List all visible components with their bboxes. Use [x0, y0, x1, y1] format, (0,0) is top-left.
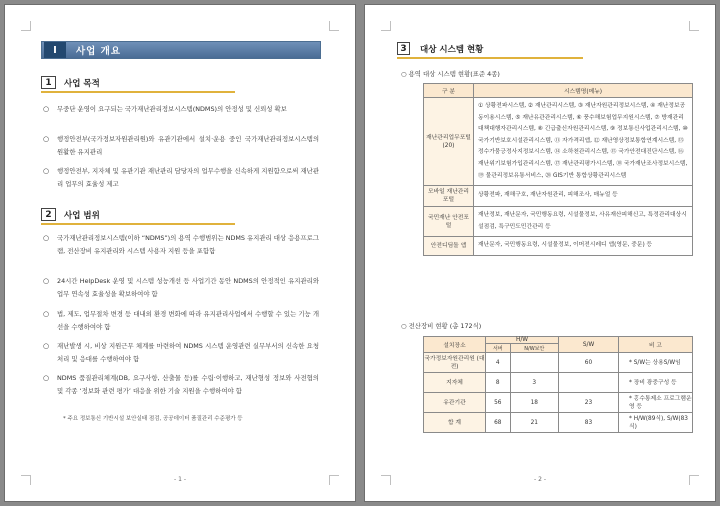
- subsection-label: ○ 전산장비 현황 (총 172식): [401, 322, 482, 330]
- table-row: [424, 353, 693, 373]
- document-page-1: [4, 4, 356, 502]
- cell-nw: [510, 353, 558, 373]
- bullet-marker-icon: ○: [43, 310, 50, 318]
- cell-sw: [559, 373, 619, 393]
- system-table: [423, 83, 693, 256]
- table-header-row: [424, 84, 693, 98]
- section-heading-systems: [397, 42, 483, 55]
- row-systems: ① 상황전파시스템, ② 재난관리시스템, ③ 재난자원관리정보시스템, ④ 재난정보공동이용시스템, ⑤ 재난유관관리시스템, ⑥ 풍수해보험업무지원시스템, ⑦ 방재관리대책대행자관리시스템, ⑧ 긴급출신자원관리시스템, ⑨ 정보통신사업관리시스템, ⑩ 국가기반보호시설관리시스템, ⑪ 자가격리앱, ⑫ 재난영상정보통합연계시스템, ⑬ 정수가뭄긍정사지정보시스템, ⑭ 소하천관리시스템, ⑮ 국가안전대진단시스템, ⑯ 재난위기보험가입관리시스템, ⑰ 재난관리평가시스템, ⑱ 국가재난조사정보시스템, ⑲ 물관리정보유통서비스, ⑳ GIS기반 통합상황관리시스템: [474, 98, 693, 186]
- section-title: 사업 범위: [64, 210, 100, 221]
- bullet-item: ○ NDMS 품질관리체계(DB, 요구사항, 산출물 등)를 수립·이행하고, 재난형성 정보와 사전협의 및 각종 ‘정보화 관련 평가’ 대응을 위한 기술 지원을 수행하여야 함: [43, 374, 319, 395]
- cell-note: * S/W는 상용S/W임: [619, 353, 693, 373]
- bullet-item: ○ 무중단 운영이 요구되는 국가재난관리정보시스템(NDMS)의 안정성 및 신뢰성 확보: [43, 103, 319, 116]
- column-header: S/W: [559, 337, 619, 353]
- bullet-marker-icon: ○: [43, 277, 50, 285]
- bullet-item: ○ 24시간 HelpDesk 운영 및 시스템 성능개선 등 사업기간 동안 NDMS의 안정적인 유지관리와 업무 연속성 효율성을 확보하여야 함: [43, 277, 319, 298]
- cell-nw: 3: [510, 373, 558, 393]
- bullet-item: ○ 국가재난관리정보시스템(이하 “NDMS”)의 용역 수행범위는 NDMS 유지관리 대상 응용프로그램, 전산장비 유지관리와 시스템 사용자 지원 등을 포함함: [43, 234, 319, 255]
- bullet-marker-icon: ○: [43, 167, 50, 175]
- row-category: 국민재난 안전포털: [424, 207, 474, 237]
- row-site: 국가정보자원관리원 (대전): [424, 353, 486, 373]
- column-header: 설치장소: [424, 337, 486, 353]
- section-number: 2: [41, 208, 56, 221]
- chapter-title: 사업 개요: [76, 46, 122, 57]
- section-number: 3: [397, 42, 410, 55]
- crop-mark: [21, 21, 31, 31]
- footnote: * 주요 정보통신 기반시설 보안실태 점검, 공공데이터 품질관리 수준평가 등: [63, 416, 243, 422]
- cell-nw: 18: [510, 393, 558, 413]
- cell-server: 4: [486, 353, 511, 373]
- table-row: [424, 237, 693, 256]
- table-header-row: [424, 337, 693, 344]
- bullet-item: ○ 재난발생 시, 비상 지원근무 체계를 마련하여 NDMS 시스템 운영관련 실무부서의 신속한 요청 처리 및 응대를 수행하여야 함: [43, 342, 319, 363]
- section-heading-scope: [41, 208, 100, 221]
- bullet-item: ○ 행정안전부, 지자체 및 유관기관 재난관리 담당자의 업무수행을 신속하게 지원함으로써 재난관리 업무의 효율성 제고: [43, 167, 319, 188]
- cell-note: * 장비 광중구성 등: [619, 373, 693, 393]
- cell-note: * 홍수통제소 프로그램운영 등: [619, 393, 693, 413]
- section-underline: [41, 223, 235, 225]
- section-title: 사업 목적: [64, 78, 100, 89]
- cell-server: 8: [486, 373, 511, 393]
- row-site: 유관기관: [424, 393, 486, 413]
- column-header: 비 고: [619, 337, 693, 353]
- bullet-marker-icon: ○: [43, 374, 50, 382]
- page-number: - 2 -: [534, 476, 546, 483]
- cell-sw: 60: [559, 353, 619, 373]
- cell-nw: 21: [510, 413, 558, 433]
- cell-sw: 83: [559, 413, 619, 433]
- row-category: 안전디딤돌 앱: [424, 237, 474, 256]
- row-site: 지자체: [424, 373, 486, 393]
- table-row: [424, 98, 693, 186]
- crop-mark: [381, 21, 391, 31]
- table-row: [424, 186, 693, 207]
- equipment-table: [423, 336, 693, 433]
- cell-server: 56: [486, 393, 511, 413]
- document-page-2: [364, 4, 716, 502]
- bullet-marker-icon: ○: [43, 234, 50, 242]
- row-systems: 재난문자, 국민행동요령, 시설물정보, 이머전시레디 앱(영문, 중문) 등: [474, 237, 693, 256]
- bullet-item: ○ 법, 제도, 업무절차 변경 등 대내외 환경 변화에 따라 유지관리사업에서 수행할 수 있는 기능 개선을 수행하여야 함: [43, 310, 319, 331]
- row-systems: 재난정보, 재난문자, 국민행동요령, 시설물정보, 사유재산피해신고, 특정관리대상시설점검, 특구민도민간관리 등: [474, 207, 693, 237]
- table-row: [424, 413, 693, 433]
- table-row: [424, 393, 693, 413]
- section-underline: [41, 91, 235, 93]
- row-site: 합 계: [424, 413, 486, 433]
- crop-mark: [329, 21, 339, 31]
- chapter-number: I: [44, 42, 66, 58]
- row-systems: 상황전파, 재해구호, 재난자원관리, 피해조사, 매뉴얼 등: [474, 186, 693, 207]
- column-header: 서버: [486, 344, 511, 353]
- chapter-banner: [41, 41, 321, 59]
- bullet-marker-icon: ○: [43, 135, 50, 143]
- column-header: 구 분: [424, 84, 474, 98]
- column-header: N/W보안: [510, 344, 558, 353]
- section-title: 대상 시스템 현황: [420, 44, 484, 55]
- column-header: 시스템명(메뉴): [474, 84, 693, 98]
- section-number: 1: [41, 76, 56, 89]
- column-header: H/W: [486, 337, 559, 344]
- subsection-label: ○ 용역 대상 시스템 현황(표준 4종): [401, 70, 500, 78]
- section-heading-purpose: [41, 76, 100, 89]
- cell-note: * H/W(89식), S/W(83식): [619, 413, 693, 433]
- table-row: [424, 373, 693, 393]
- row-category: 재난관리업무포털 (20): [424, 98, 474, 186]
- section-underline: [397, 57, 583, 59]
- bullet-item: ○ 행정안전부(국가정보자원관리원)와 유관기관에서 설치·운용 중인 국가재난관리정보시스템의 원활한 유지관리: [43, 135, 319, 156]
- crop-mark: [689, 21, 699, 31]
- table-row: [424, 207, 693, 237]
- cell-server: 68: [486, 413, 511, 433]
- row-category: 모바일 재난관리포털: [424, 186, 474, 207]
- cell-sw: 23: [559, 393, 619, 413]
- bullet-marker-icon: ○: [43, 105, 50, 113]
- page-number: - 1 -: [174, 476, 186, 483]
- bullet-marker-icon: ○: [43, 342, 50, 350]
